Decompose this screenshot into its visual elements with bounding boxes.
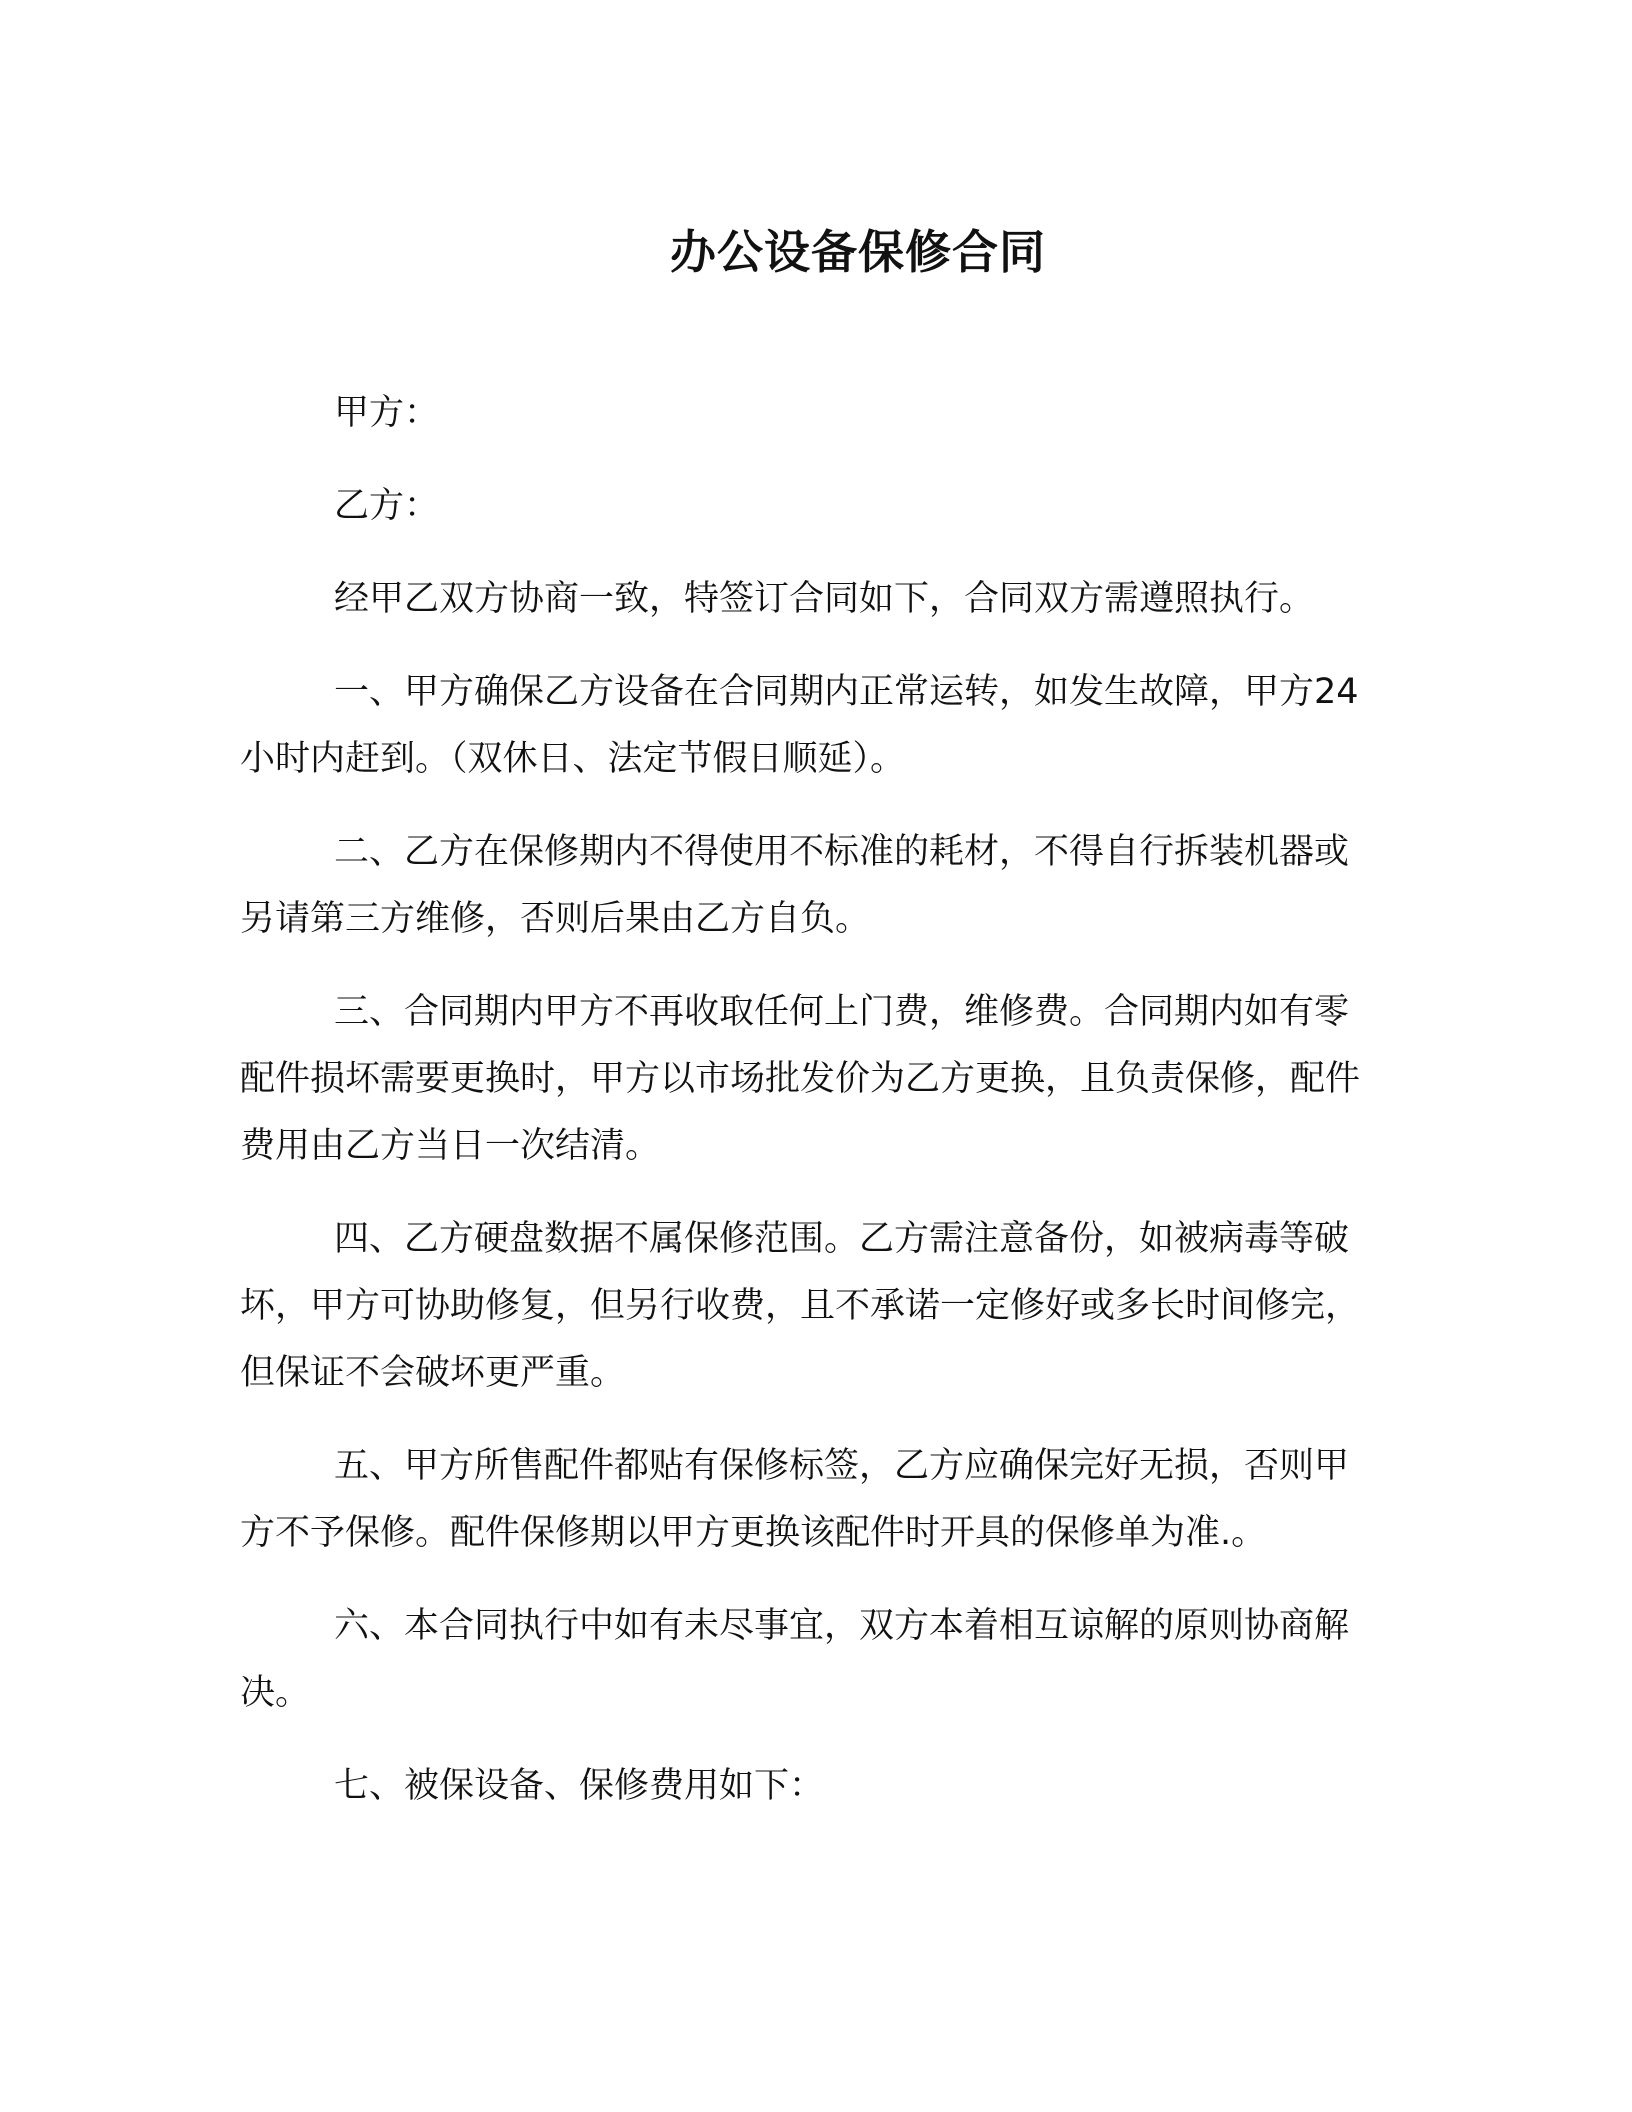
- clause-3: 三、合同期内甲方不再收取任何上门费，维修费。合同期内如有零配件损坏需要更换时，甲方以市场批发价为乙方更换，且负责保修，配件费用由乙方当日一次结清。: [240, 992, 1361, 1166]
- party-b-label: 乙方：: [334, 486, 440, 526]
- party-a-label: 甲方：: [334, 393, 440, 433]
- clause-7: 七、被保设备、保修费用如下：: [334, 1766, 825, 1806]
- clause-6: 六、本合同执行中如有未尽事宜，双方本着相互谅解的原则协商解决。: [240, 1606, 1350, 1713]
- document-body: [240, 380, 1370, 1846]
- clause-1: 一、甲方确保乙方设备在合同期内正常运转，如发生故障，甲方24 小时内赶到。（双休日、法定节假日顺延）。: [240, 672, 1359, 779]
- clause-4: 四、乙方硬盘数据不属保修范围。乙方需注意备份，如被病毒等破坏，甲方可协助修复，但另行收费，且不承诺一定修好或多长时间修完，但保证不会破坏更严重。: [240, 1219, 1361, 1393]
- preamble: 经甲乙双方协商一致，特签订合同如下，合同双方需遵照执行。: [334, 579, 1315, 619]
- document-title: 办公设备保修合同: [670, 225, 1046, 279]
- clause-5: 五、甲方所售配件都贴有保修标签，乙方应确保完好无损，否则甲方不予保修。配件保修期以甲方更换该配件时开具的保修单为准.。: [240, 1446, 1350, 1553]
- clause-2: 二、乙方在保修期内不得使用不标准的耗材，不得自行拆装机器或另请第三方维修，否则后果由乙方自负。: [240, 832, 1350, 939]
